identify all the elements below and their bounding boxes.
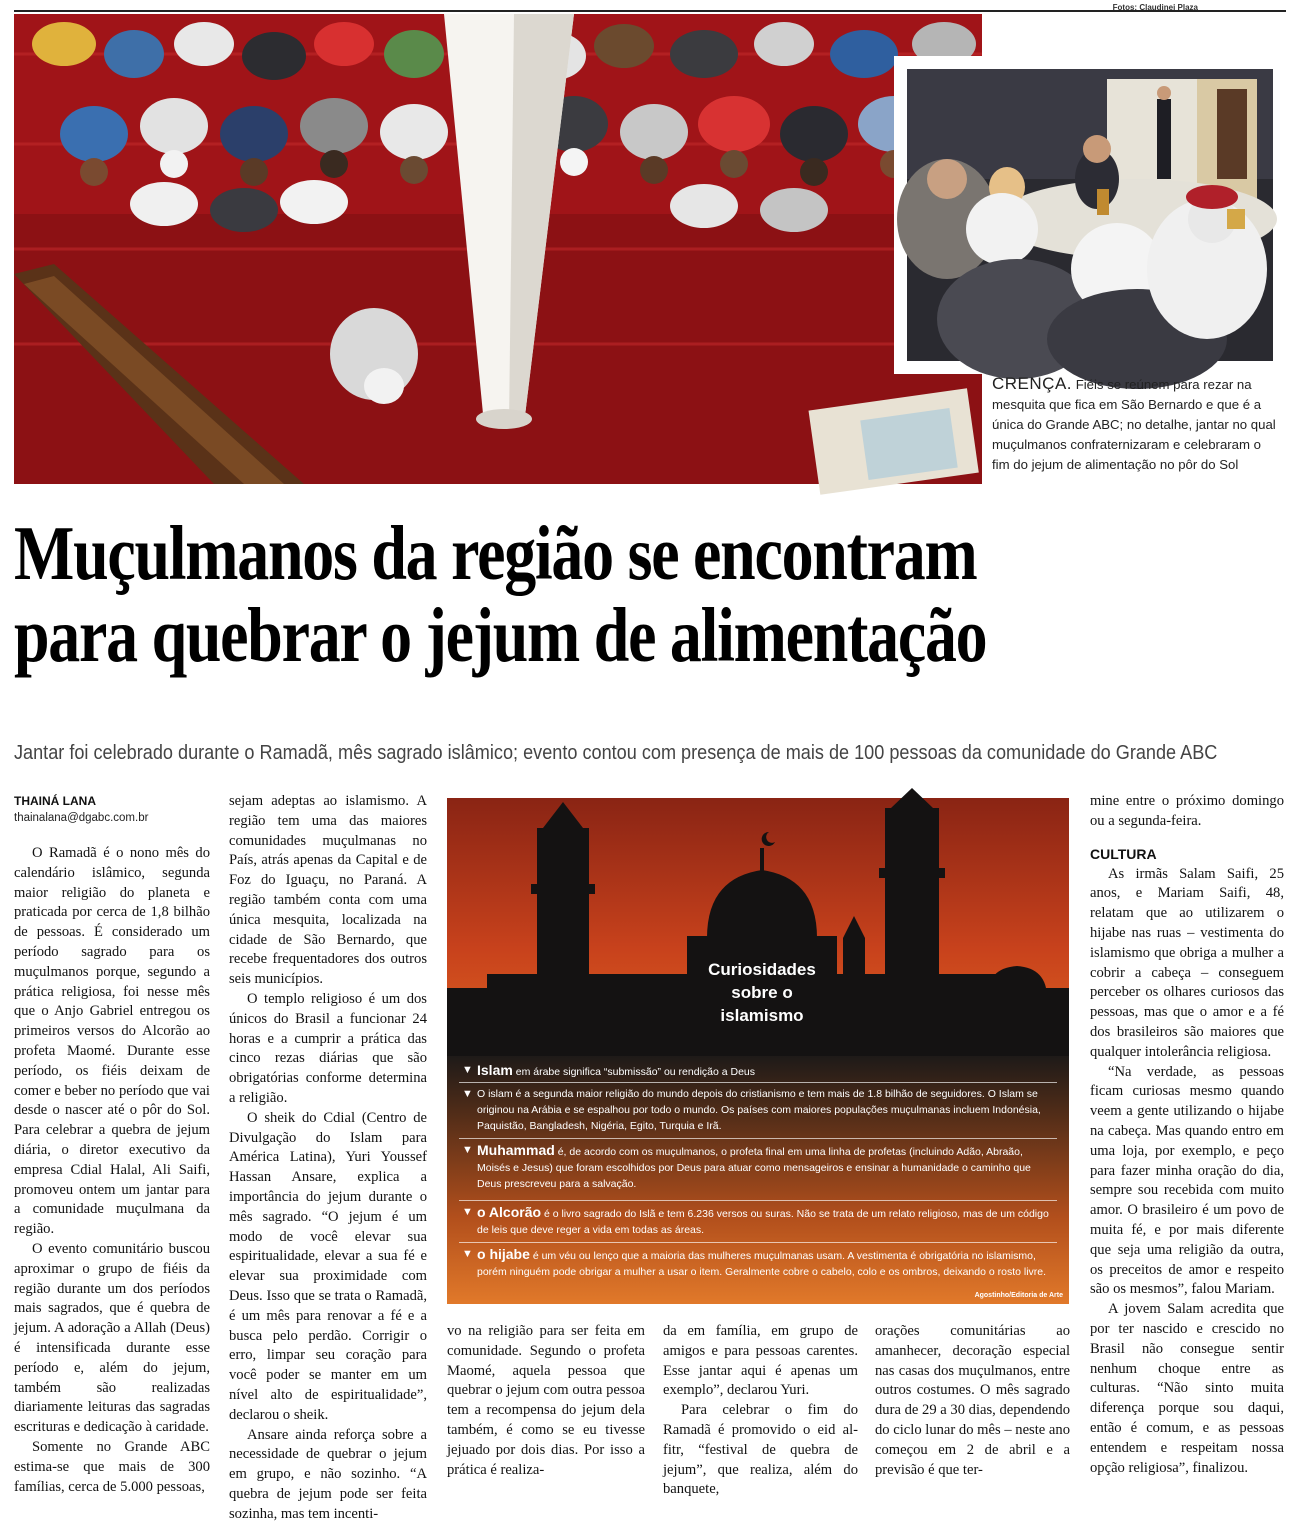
fact-divider bbox=[459, 1082, 1057, 1083]
article-column-5 bbox=[875, 1322, 1070, 1480]
headline-line-1: Muçulmanos da região se encontram bbox=[14, 510, 976, 596]
fact-item bbox=[477, 1204, 1057, 1238]
paragraph: Para celebrar o fim do Ramadã é promovido o eid al-fitr, “festival de quebra de jejum”, que realiza, além do banquete, bbox=[663, 1401, 858, 1500]
triangle-bullet-icon: ▼ bbox=[462, 1086, 473, 1102]
triangle-bullet-icon: ▼ bbox=[462, 1246, 473, 1262]
photo-caption bbox=[992, 374, 1282, 475]
article-column-4 bbox=[663, 1322, 858, 1500]
fact-item bbox=[477, 1142, 1057, 1192]
infographic-facts bbox=[447, 1056, 1069, 1304]
headline bbox=[14, 512, 1076, 676]
main-photo-mosque-prayer bbox=[14, 14, 982, 484]
top-rule bbox=[14, 10, 1286, 12]
article-column-3 bbox=[447, 1322, 645, 1480]
fact-text: é um véu ou lenço que a maioria das mulheres muçulmanas usam. A vestimenta é obrigatória no islamismo, porém ninguém pode obrigar a mulher a usar o item. Geralmente cobre o cabelo, colo e os ombros, deixando o rosto livre. bbox=[477, 1250, 1046, 1278]
paragraph: O evento comunitário buscou aproximar o grupo de fiéis da região durante um dos períodos mais sagrados, que é quebra de jejum. A adoração a Allah (Deus) é intensificada durante esse período e, além do jejum, também são realizadas diariamente leituras das sagradas escrituras e dedicação à caridade. bbox=[14, 1240, 210, 1438]
paragraph: Ansare ainda reforça sobre a necessidade de quebrar o jejum em grupo, e não sozinho. “A quebra de jejum pode ser feita sozinha, mas tem incenti- bbox=[229, 1426, 427, 1524]
fact-term: Islam bbox=[477, 1062, 513, 1078]
fact-divider bbox=[459, 1138, 1057, 1139]
triangle-bullet-icon: ▼ bbox=[462, 1204, 473, 1220]
infographic-credit: Agostinho/Editoria de Arte bbox=[975, 1292, 1063, 1299]
paragraph-continued: vo na religião para ser feita em comunidade. Segundo o profeta Maomé, aquela pessoa que quebrar o jejum com outra pessoa tem a recompensa do jejum dela também, é como se eu tivesse jejuado por dois dias. Por isso a prática é realiza- bbox=[447, 1322, 645, 1480]
article-column-1 bbox=[14, 844, 210, 1497]
paragraph-continued: mine entre o próximo domingo ou a segunda-feira. bbox=[1090, 792, 1284, 832]
section-heading: CULTURA bbox=[1090, 846, 1284, 862]
fact-term: Muhammad bbox=[477, 1142, 555, 1158]
caption-text: Fiéis se reúnem para rezar na mesquita que fica em São Bernardo e que é a única do Grande ABC; no detalhe, jantar no qual muçulmanos confraternizaram e celebraram o fim do jejum de alimentação no pôr do Sol bbox=[992, 377, 1276, 472]
fact-text: O islam é a segunda maior religião do mundo depois do cristianismo e tem mais de 1.8 bilhão de seguidores. O Islam se originou na Arábia e se espalhou por todo o mundo. Os países com maiores populações muçulmanas incluem Indonésia, Paquistão, Bangladesh, Nigéria, Egito, Turquia e Irã. bbox=[477, 1088, 1041, 1132]
mosque-prayer-image bbox=[14, 14, 982, 484]
byline-email: thainalana@dgabc.com.br bbox=[14, 812, 148, 824]
caption-head: CRENÇA. bbox=[992, 374, 1072, 393]
subhead: Jantar foi celebrado durante o Ramadã, mês sagrado islâmico; evento contou com presença de mais de 100 pessoas da comunidade do Grande ABC bbox=[14, 742, 1172, 765]
fact-term: o Alcorão bbox=[477, 1204, 541, 1220]
article-column-2 bbox=[229, 792, 427, 1524]
infographic-title-line-2: sobre o bbox=[731, 983, 792, 1002]
inset-photo-dinner bbox=[907, 69, 1273, 361]
fact-item bbox=[477, 1062, 1057, 1080]
fact-text: em árabe significa “submissão” ou rendição a Deus bbox=[513, 1066, 755, 1078]
fact-divider bbox=[459, 1242, 1057, 1243]
photo-credit: Fotos: Claudinei Plaza bbox=[1113, 3, 1198, 12]
triangle-bullet-icon: ▼ bbox=[462, 1142, 473, 1158]
fact-divider bbox=[459, 1200, 1057, 1201]
infographic-title-line-1: Curiosidades bbox=[708, 960, 816, 979]
paragraph: Somente no Grande ABC estima-se que mais de 300 famílias, cerca de 5.000 pessoas, bbox=[14, 1438, 210, 1497]
paragraph: O Ramadã é o nono mês do calendário islâmico, segunda maior religião do planeta e praticada por cerca de 1,8 bilhão de pessoas. É considerado um período sagrado para os muçulmanos porque, segundo a prática religiosa, foi nesse mês que o Anjo Gabriel entregou os primeiros versos do Alcorão ao profeta Maomé. Durante esse período, os fiéis deixam de comer e beber no período que vai desde o nascer até o pôr do Sol. Para celebrar a quebra de jejum diária, o diretor executivo da empresa Cdial Halal, Ali Saifi, promoveu ontem um jantar para a comunidade muçulmana da região. bbox=[14, 844, 210, 1240]
fact-item bbox=[477, 1086, 1057, 1134]
infographic-title-line-3: islamismo bbox=[720, 1006, 803, 1025]
paragraph-continued: orações comunitárias ao amanhecer, decoração especial nas casas dos muçulmanos, entre outros costumes. O mês sagrado dura de 29 a 30 dias, dependendo do ciclo lunar do mês – neste ano começou em 2 de abril e a previsão é que ter- bbox=[875, 1322, 1070, 1480]
triangle-bullet-icon: ▼ bbox=[462, 1062, 473, 1078]
fact-text: é, de acordo com os muçulmanos, o profeta final em uma linha de profetas (incluindo Adão, Abraão, Moisés e Jesus) que foram escolhidos por Deus para atuar como mensageiros e ensinar a humanidade o caminho que Deus prescreveu para a salvação. bbox=[477, 1146, 1031, 1190]
fact-item bbox=[477, 1246, 1057, 1280]
fact-text: é o livro sagrado do Islã e tem 6.236 versos ou suras. Não se trata de um relato religioso, mas de um código de leis que deve reger a vida em todas as áreas. bbox=[477, 1208, 1049, 1236]
paragraph: “Na verdade, as pessoas ficam curiosas mesmo quando veem a gente utilizando o hijabe na cabeça. Mas quando entro em uma loja, por exemplo, e peço para fazer minha oração do dia, sempre sou recebida com muito amor. O brasileiro é um povo de muita fé, e por mais diferente que seja uma religião da outra, os preceitos de amor e respeito são os mesmos”, falou Mariam. bbox=[1090, 1063, 1284, 1301]
infographic-title bbox=[687, 958, 837, 1027]
paragraph: As irmãs Salam Saifi, 25 anos, e Mariam Saifi, 48, relatam que ao utilizarem o hijabe nas ruas – vestimenta do islamismo que obriga a mulher a cobrir a cabeça – conseguem perceber os olhares curiosos das pessoas, mas que o amor e a fé dos brasileiros são maiores que qualquer intolerância religiosa. bbox=[1090, 865, 1284, 1063]
headline-line-2: para quebrar o jejum de alimentação bbox=[14, 592, 986, 678]
byline-author: THAINÁ LANA bbox=[14, 794, 96, 808]
inset-photo-frame bbox=[894, 56, 1286, 374]
paragraph: O sheik do Cdial (Centro de Divulgação do Islam para América Latina), Yuri Youssef Hassan Ansare, explica a importância do jejum durante o mês sagrado. “O jejum é um modo de você elevar sua espiritualidade, elevar a sua fé e elevar sua proximidade com Deus. Isso que se trata o Ramadã, é um mês para renovar a fé e a busca pelo perdão. Corrigir o erro, limpar seu coração para você poder se manter em um nível alto de espiritualidade”, declarou o sheik. bbox=[229, 1109, 427, 1426]
paragraph-continued: sejam adeptas ao islamismo. A região tem uma das maiores comunidades muçulmanas no País, atrás apenas da Capital e de Foz do Iguaçu, no Paraná. A região também conta com uma única mesquita, localizada na cidade de São Bernardo, que recebe frequentadores dos outros seis municípios. bbox=[229, 792, 427, 990]
paragraph-continued: da em família, em grupo de amigos e para pessoas carentes. Esse jantar aqui é apenas um exemplo”, declarou Yuri. bbox=[663, 1322, 858, 1401]
fact-term: o hijabe bbox=[477, 1246, 530, 1262]
paragraph: A jovem Salam acredita que por ter nascido e crescido no Brasil não consegue sentir nenhum choque entre as culturas. “Não sinto muita diferença porque sou daqui, então é comum, e as pessoas entendem e respeitam nossa opção religiosa”, finalizou. bbox=[1090, 1300, 1284, 1478]
dinner-image bbox=[907, 69, 1273, 361]
infographic-islam bbox=[447, 798, 1069, 1304]
article-column-6 bbox=[1090, 792, 1284, 1478]
paragraph: O templo religioso é um dos únicos do Brasil a funcionar 24 horas e a cumprir a prática das cinco rezas diárias que são obrigatórias conforme determina a religião. bbox=[229, 990, 427, 1109]
